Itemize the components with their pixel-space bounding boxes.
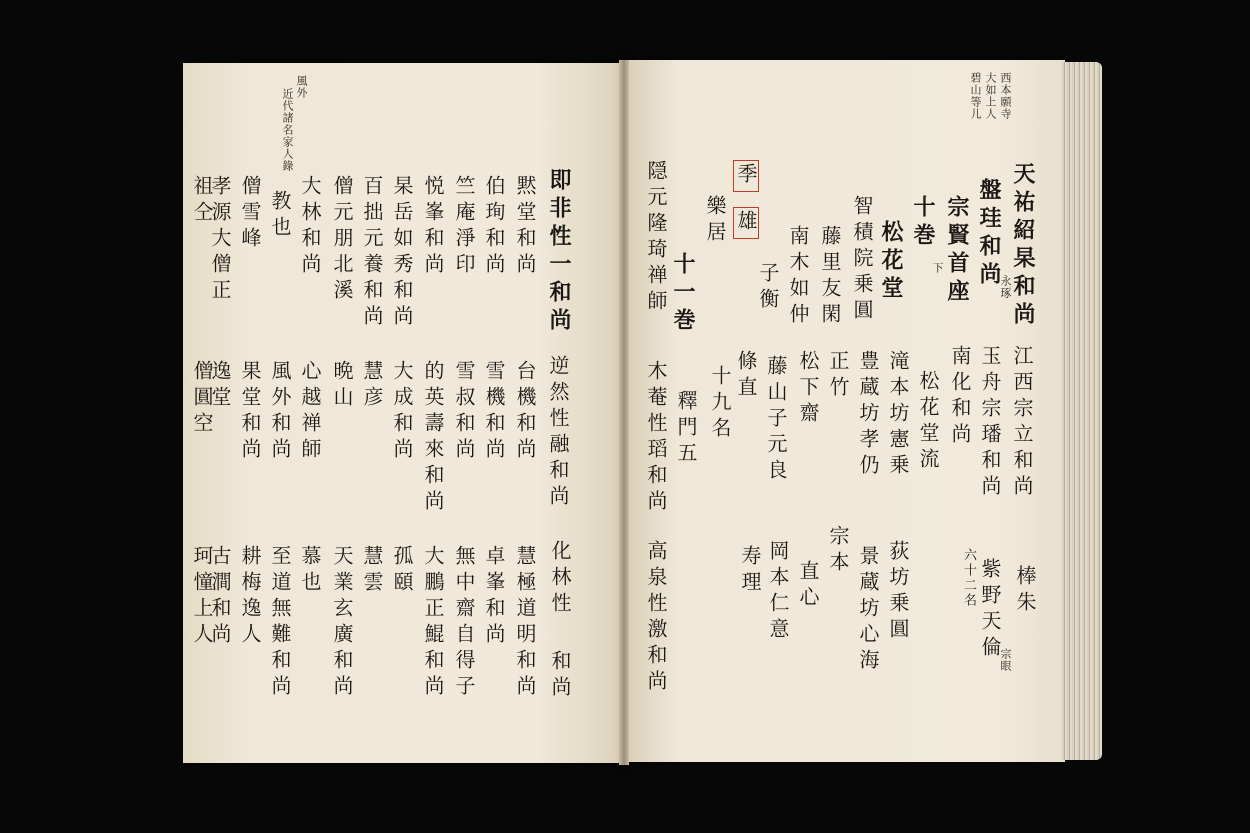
entry: 慧雲 xyxy=(360,545,384,597)
entry: 孤頤 xyxy=(390,545,414,597)
entry: 古澗和尚 xyxy=(208,545,232,649)
entry: 悦峯和尚 xyxy=(421,175,445,279)
entry: 祖仝 xyxy=(190,175,214,227)
entry: 藤里友閑 xyxy=(818,225,842,329)
entry: 岡本仁意 xyxy=(766,540,790,644)
volume-heading: 十一巻 xyxy=(670,252,696,336)
entry: 條直 xyxy=(734,350,758,402)
entry: 晩山 xyxy=(330,360,354,412)
entry: 高泉性激和尚 xyxy=(644,540,668,696)
entry: 珂憧上人 xyxy=(190,545,214,649)
entry: 果堂和尚 xyxy=(238,360,262,464)
entry: 百拙元養和尚 xyxy=(360,175,384,331)
entry: 南化和尚 xyxy=(948,345,972,449)
entry: 子衡 xyxy=(756,262,780,314)
entry: 南木如仲 xyxy=(786,225,810,329)
volume-heading: 十巻 xyxy=(910,195,936,251)
entry: 僧圓空 xyxy=(190,360,214,438)
left-top-note-1: 風外 xyxy=(295,75,308,99)
red-boxed-character: 雄 xyxy=(734,210,758,236)
entry: 僧雪峰 xyxy=(238,175,262,253)
entry: 滝本坊憲乗 xyxy=(886,350,910,480)
entry: 木菴性瑫和尚 xyxy=(644,360,668,516)
page-edges xyxy=(1062,62,1102,760)
entry: 松下齋 xyxy=(796,350,820,428)
book-gutter xyxy=(619,60,629,765)
entry: 教也 xyxy=(268,190,292,242)
entry: 逆然性融和尚 xyxy=(546,355,570,511)
entry: 黙堂和尚 xyxy=(513,175,537,279)
entry: 心越禅師 xyxy=(298,360,322,464)
entry-note: 下 xyxy=(931,262,944,274)
entry: 十九名 xyxy=(708,365,732,443)
left-top-note-2: 近代諸名家人錄 xyxy=(281,88,294,172)
red-boxed-character: 季 xyxy=(734,163,758,189)
entry: 玉舟宗璠和尚 xyxy=(978,345,1002,501)
entry: 樂居 xyxy=(703,195,727,247)
entry: 大林和尚 xyxy=(298,175,322,279)
entry: 孝源大僧正 xyxy=(208,175,232,305)
entry: 僧元朋北溪 xyxy=(330,175,354,305)
entry: 即非性一和尚 xyxy=(546,168,572,336)
entry: 盤珪和尚 xyxy=(976,178,1002,290)
entry: 杲岳如秀和尚 xyxy=(390,175,414,331)
entry: 宗本 xyxy=(826,525,850,577)
entry: 大成和尚 xyxy=(390,360,414,464)
entry: 竺庵淨印 xyxy=(452,175,476,279)
entry: 宗賢首座 xyxy=(944,195,970,307)
entry: 慧極道明和尚 xyxy=(513,545,537,701)
entry: 天祐紹杲和尚 xyxy=(1010,162,1036,330)
entry: 松花堂 xyxy=(878,220,904,304)
entry: 大鵬正鯤和尚 xyxy=(421,545,445,701)
entry: 至道無難和尚 xyxy=(268,545,292,701)
entry: 雪叔和尚 xyxy=(452,360,476,464)
entry: 卓峯和尚 xyxy=(482,545,506,649)
entry: 的英壽來和尚 xyxy=(421,360,445,516)
entry: 伯珣和尚 xyxy=(482,175,506,279)
entry: 台機和尚 xyxy=(513,360,537,464)
entry: 景蔵坊心海 xyxy=(856,545,880,675)
entry: 慧彦 xyxy=(360,360,384,412)
entry: 風外和尚 xyxy=(268,360,292,464)
entry: 豊蔵坊孝仍 xyxy=(856,350,880,480)
entry: 慕也 xyxy=(298,545,322,597)
entry: 和尚 xyxy=(548,650,572,702)
entry: 雪機和尚 xyxy=(482,360,506,464)
entry: 隠元隆琦禅師 xyxy=(644,160,668,316)
entry: 紫野天倫 xyxy=(978,558,1002,662)
entry: 正竹 xyxy=(826,350,850,402)
entry-note: 宗眼 xyxy=(999,648,1012,672)
right-top-note-3: 碧山等儿 xyxy=(969,72,982,120)
entry: 荻坊乗圓 xyxy=(886,540,910,644)
right-top-note-1: 西本願寺 xyxy=(999,72,1012,120)
entry: 棒朱 xyxy=(1013,565,1037,617)
entry: 藤山子元良 xyxy=(764,355,788,485)
entry-note: 永琢 xyxy=(999,275,1012,299)
entry: 釋門五 xyxy=(674,390,698,468)
entry: 耕梅逸人 xyxy=(238,545,262,649)
right-top-note-2: 大如上人 xyxy=(984,72,997,120)
entry: 松花堂流 xyxy=(916,370,940,474)
entry: 無中齋自得子 xyxy=(452,545,476,701)
entry: 化林性 xyxy=(548,540,572,618)
entry: 六十二名 xyxy=(961,548,976,608)
entry: 智積院乗圓 xyxy=(850,195,874,325)
entry: 逸堂 xyxy=(208,360,232,412)
entry: 天業玄廣和尚 xyxy=(330,545,354,701)
entry: 江西宗立和尚 xyxy=(1010,345,1034,501)
entry: 寿理 xyxy=(738,545,762,597)
entry: 直心 xyxy=(796,560,820,612)
